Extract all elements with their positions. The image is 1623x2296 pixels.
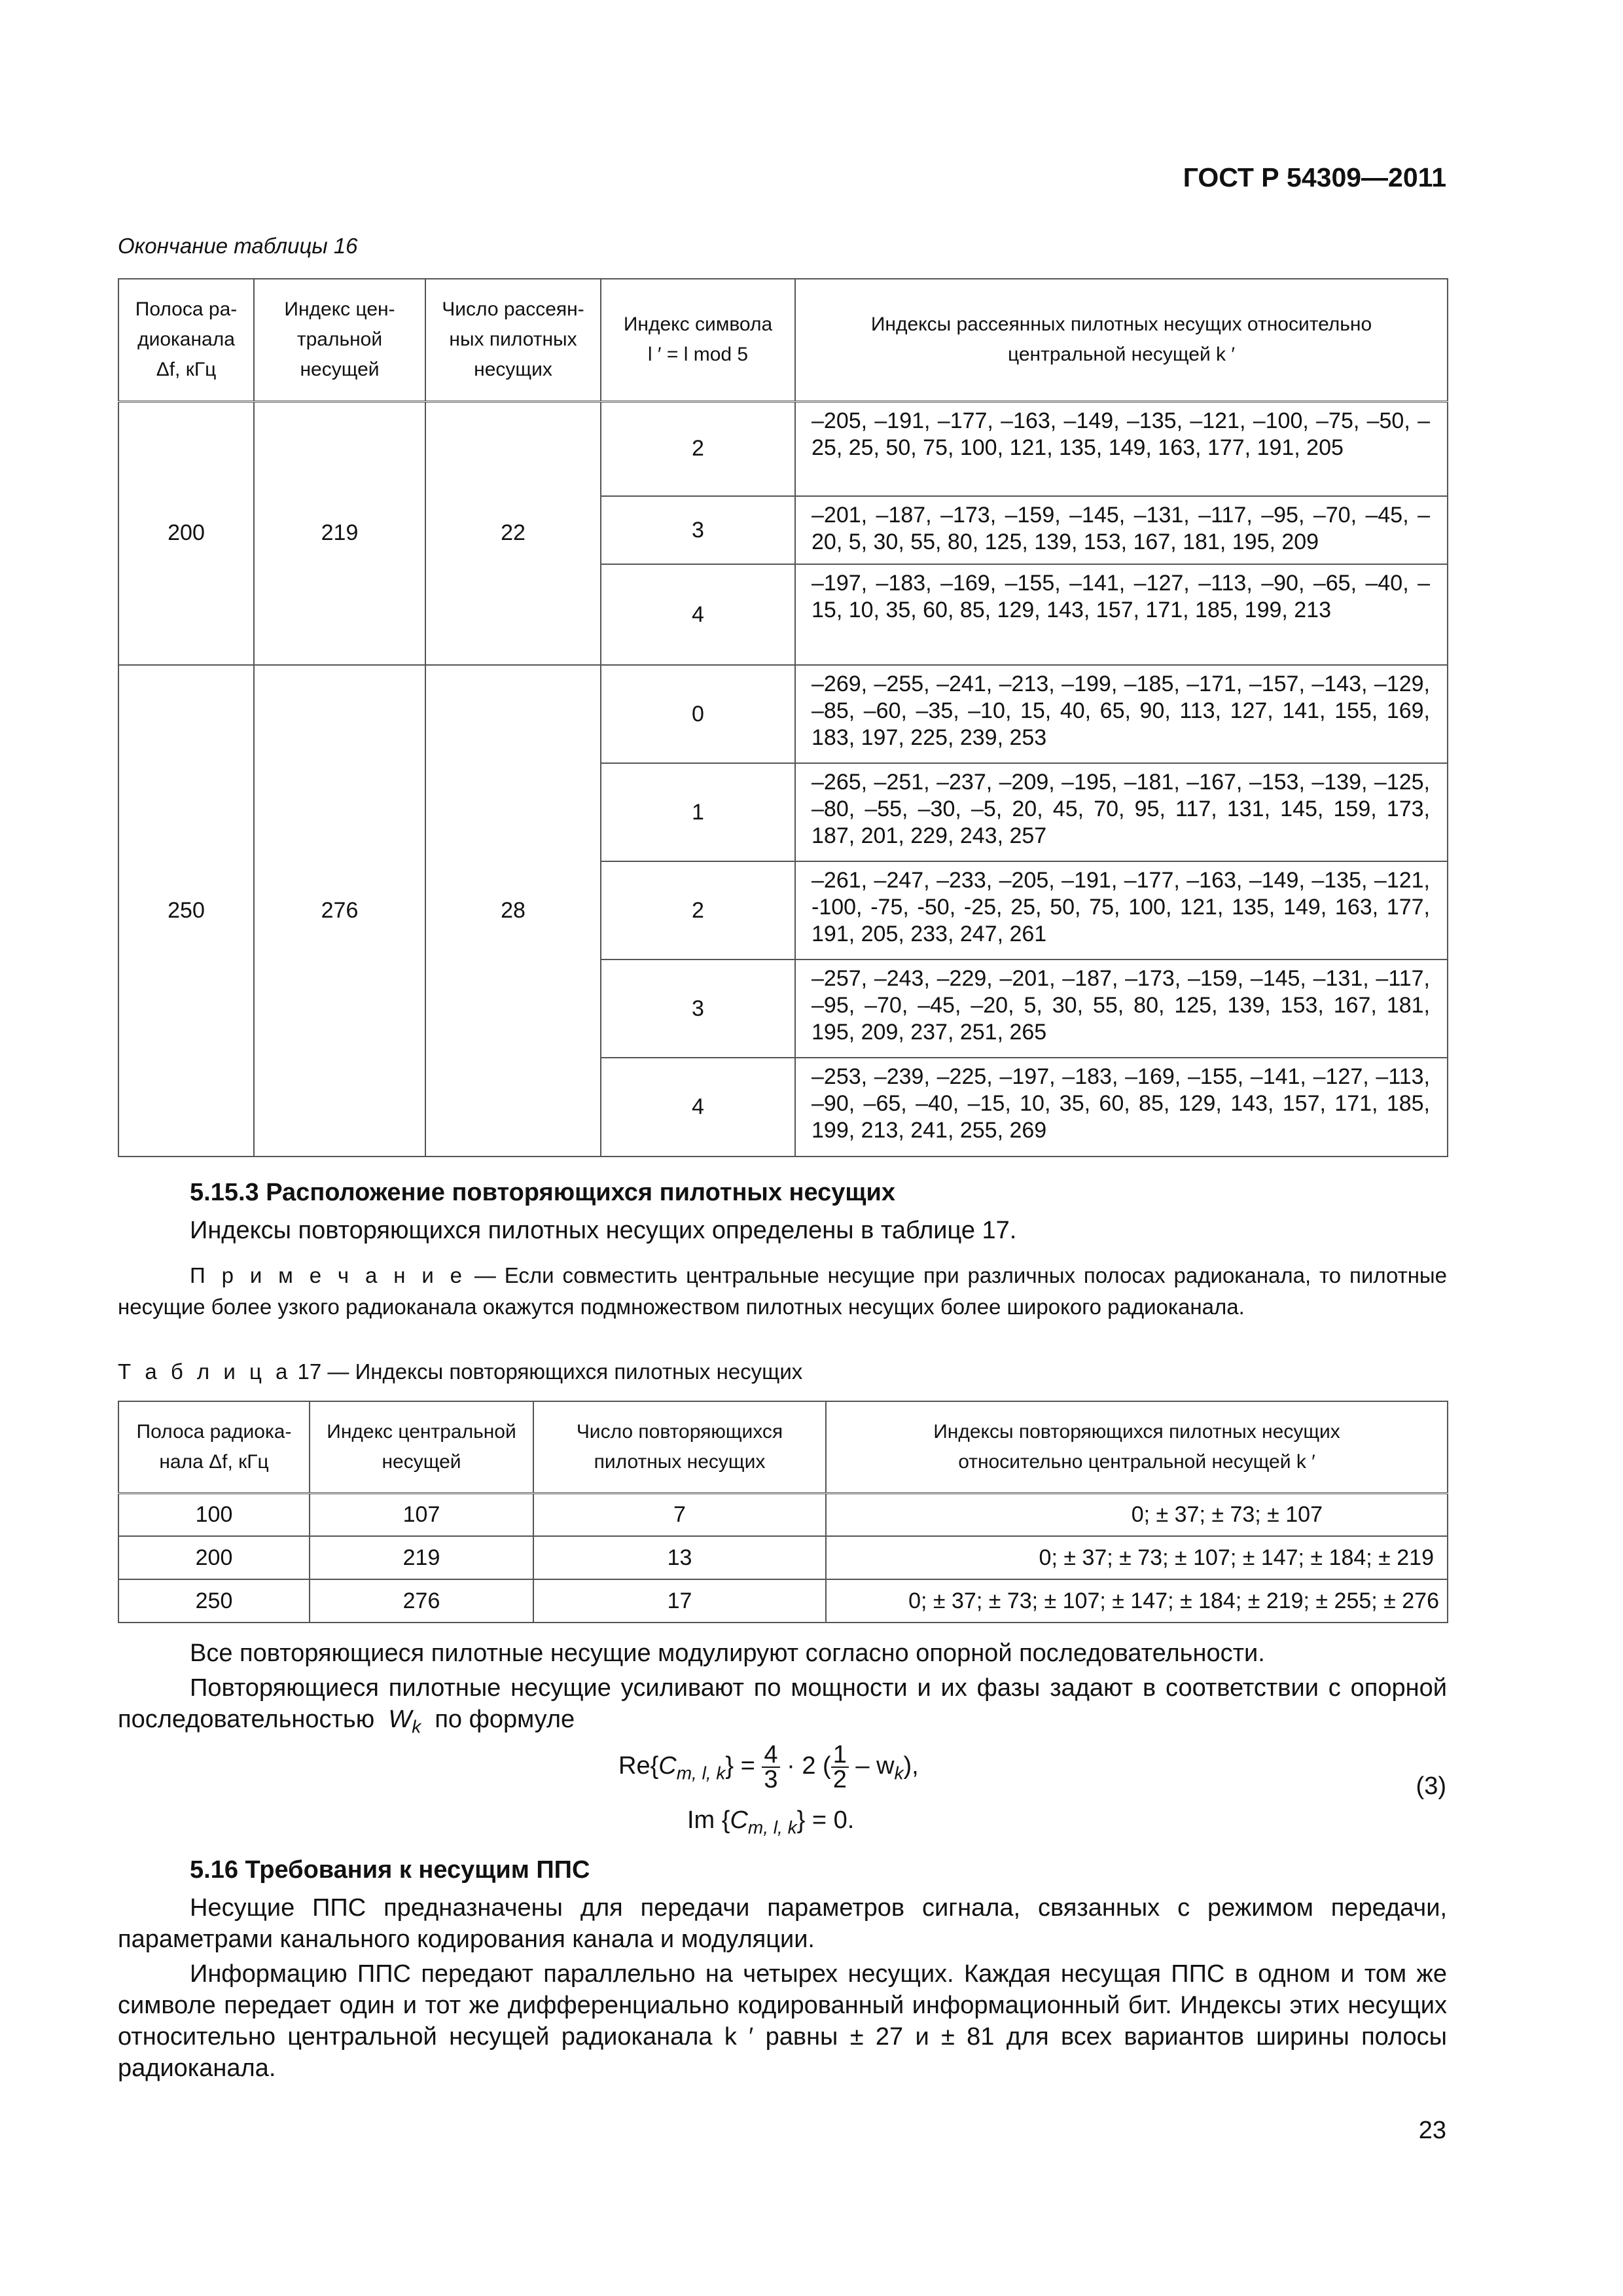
cell-indices: –261, –247, –233, –205, –191, –177, –163, –149, –135, –121, -100, -75, -50, -25, 25, 50, 75, 100, 121, 135, 149, 163, 177, 191, 205, 233, 247, 261	[795, 861, 1448, 960]
table16-caption: Окончание таблицы 16	[118, 234, 358, 258]
formula-number: (3)	[1416, 1772, 1446, 1800]
cell-count: 22	[425, 401, 601, 665]
cell-symbol: 3	[601, 496, 795, 564]
section-5-16-heading: 5.16 Требования к несущим ППС	[190, 1856, 590, 1884]
cell-center: 219	[310, 1536, 533, 1579]
table-row	[118, 401, 1448, 496]
formula-minus-w: – w	[855, 1752, 895, 1780]
t16-col-symbol: Индекс символа l ′ = l mod 5	[601, 279, 795, 401]
w-variable: W	[388, 1706, 412, 1733]
note-text: — Если совместить центральные несущие при различных полосах радиоканала, то пилотные несущие более узкого радиоканала окажутся подмножеством пилотных несущих более широкого радиоканала.	[118, 1263, 1447, 1319]
section-5-16-paragraph-2: Информацию ППС передают параллельно на четырех несущих. Каждая несущая ППС в одном и том же символе передает один и тот же дифференциально кодированный информационный бит. Индексы этих несущих относительно центральной несущей радиоканала k ′ равны ± 27 и ± 81 для всех вариантов ширины полосы радиоканала.	[118, 1960, 1447, 2082]
table-row	[118, 1536, 1448, 1579]
t17-col-center: Индекс центральной несущей	[310, 1401, 533, 1493]
table-17	[118, 1401, 1448, 1623]
cell-center: 276	[310, 1579, 533, 1623]
formula-c-sub: m, l, k	[676, 1763, 726, 1784]
t17-col-indices: Индексы повторяющихся пилотных несущих относительно центральной несущей k ′	[826, 1401, 1448, 1493]
section-5-16-paragraph-1: Несущие ППС предназначены для передачи параметров сигнала, связанных с режимом передачи, параметрами канального кодирования канала и модуляции.	[118, 1894, 1447, 1953]
fraction-4-3	[762, 1743, 779, 1791]
table-row	[118, 665, 1448, 763]
cell-center: 107	[310, 1493, 533, 1536]
cell-indices: 0; ± 37; ± 73; ± 107	[826, 1493, 1448, 1536]
w-subscript: k	[412, 1716, 421, 1737]
cell-symbol: 2	[601, 401, 795, 496]
t17-col-count: Число повторяющихся пилотных несущих	[533, 1401, 826, 1493]
table17-caption-text: 17 — Индексы повторяющихся пилотных несущих	[291, 1359, 803, 1384]
table-16	[118, 278, 1448, 1157]
cell-symbol: 3	[601, 960, 795, 1058]
amplification-text: Повторяющиеся пилотные несущие усиливают по мощности и их фазы задают в соответствии с опорной последовательностью	[118, 1674, 1447, 1733]
cell-band: 200	[118, 1536, 310, 1579]
t16-col-center: Индекс цен- тральной несущей	[254, 279, 425, 401]
cell-band: 100	[118, 1493, 310, 1536]
t17-col-band: Полоса радиока- нала Δf, кГц	[118, 1401, 310, 1493]
amplification-paragraph	[118, 1672, 1447, 1743]
cell-indices: –257, –243, –229, –201, –187, –173, –159, –145, –131, –117, –95, –70, –45, –20, 5, 30, 55, 80, 125, 139, 153, 167, 181, 195, 209, 237, 251, 265	[795, 960, 1448, 1058]
formula-c-var: C	[658, 1752, 677, 1780]
cell-indices: –269, –255, –241, –213, –199, –185, –171, –157, –143, –129, –85, –60, –35, –10, 15, 40, 65, 90, 113, 127, 141, 155, 169, 183, 197, 225, 239, 253	[795, 665, 1448, 763]
cell-band: 250	[118, 1579, 310, 1623]
cell-symbol: 2	[601, 861, 795, 960]
page-number: 23	[1418, 2117, 1446, 2144]
cell-indices: 0; ± 37; ± 73; ± 107; ± 147; ± 184; ± 219; ± 255; ± 276	[826, 1579, 1448, 1623]
fraction-denominator: 3	[764, 1766, 778, 1793]
amplification-end: по формуле	[435, 1706, 575, 1733]
formula-re-eq: } =	[725, 1752, 755, 1780]
formula-im	[687, 1806, 854, 1839]
fraction-1-2	[831, 1743, 849, 1791]
cell-band: 250	[118, 665, 254, 1157]
cell-band: 200	[118, 401, 254, 665]
cell-indices: –205, –191, –177, –163, –149, –135, –121, –100, –75, –50, –25, 25, 50, 75, 100, 121, 135, 149, 163, 177, 191, 205	[795, 401, 1448, 496]
modulation-paragraph: Все повторяющиеся пилотные несущие модулируют согласно опорной последовательности.	[190, 1640, 1265, 1667]
t16-col-count: Число рассеян- ных пилотных несущих	[425, 279, 601, 401]
section-5-15-3-text: Индексы повторяющихся пилотных несущих определены в таблице 17.	[190, 1217, 1017, 1244]
cell-indices: –265, –251, –237, –209, –195, –181, –167, –153, –139, –125, –80, –55, –30, –5, 20, 45, 70, 95, 117, 131, 145, 159, 173, 187, 201, 229, 243, 257	[795, 763, 1448, 861]
cell-symbol: 4	[601, 564, 795, 665]
cell-indices: 0; ± 37; ± 73; ± 107; ± 147; ± 184; ± 219	[826, 1536, 1448, 1579]
cell-count: 7	[533, 1493, 826, 1536]
table17-caption	[118, 1359, 802, 1384]
cell-count: 17	[533, 1579, 826, 1623]
section-5-15-3-heading: 5.15.3 Расположение повторяющихся пилотных несущих	[190, 1179, 895, 1206]
document-header: ГОСТ Р 54309—2011	[1183, 162, 1446, 192]
formula-c-sub: m, l, k	[747, 1817, 797, 1838]
formula-im-rhs: } = 0.	[796, 1806, 855, 1834]
cell-indices: –201, –187, –173, –159, –145, –131, –117, –95, –70, –45, –20, 5, 30, 55, 80, 125, 139, 153, 167, 181, 195, 209	[795, 496, 1448, 564]
table17-caption-label: Т а б л и ц а	[118, 1359, 292, 1384]
cell-symbol: 4	[601, 1058, 795, 1157]
formula-mid: · 2 (	[787, 1752, 831, 1780]
formula-re-close: ),	[903, 1752, 919, 1780]
cell-count: 13	[533, 1536, 826, 1579]
t16-col-band: Полоса ра- диоканала Δf, кГц	[118, 279, 254, 401]
note-paragraph	[118, 1260, 1447, 1323]
cell-count: 28	[425, 665, 601, 1157]
cell-symbol: 1	[601, 763, 795, 861]
formula-re	[618, 1743, 919, 1791]
cell-indices: –253, –239, –225, –197, –183, –169, –155, –141, –127, –113, –90, –65, –40, –15, 10, 35, 60, 85, 129, 143, 157, 171, 185, 199, 213, 241, 255, 269	[795, 1058, 1448, 1157]
formula-c-var: C	[730, 1806, 748, 1834]
cell-center: 219	[254, 401, 425, 665]
fraction-numerator: 4	[762, 1743, 779, 1768]
formula-re-lhs: Re{	[618, 1752, 659, 1780]
formula-w-sub: k	[894, 1763, 904, 1784]
note-label: П р и м е ч а н и е	[190, 1263, 466, 1287]
cell-indices: –197, –183, –169, –155, –141, –127, –113, –90, –65, –40, –15, 10, 35, 60, 85, 129, 143, 157, 171, 185, 199, 213	[795, 564, 1448, 665]
table-row	[118, 1493, 1448, 1536]
cell-center: 276	[254, 665, 425, 1157]
fraction-denominator: 2	[832, 1766, 847, 1793]
table-row	[118, 1579, 1448, 1623]
formula-im-lhs: Im {	[687, 1806, 730, 1834]
cell-symbol: 0	[601, 665, 795, 763]
fraction-numerator: 1	[831, 1743, 849, 1768]
t16-col-indices: Индексы рассеянных пилотных несущих относительно центральной несущей k ′	[795, 279, 1448, 401]
